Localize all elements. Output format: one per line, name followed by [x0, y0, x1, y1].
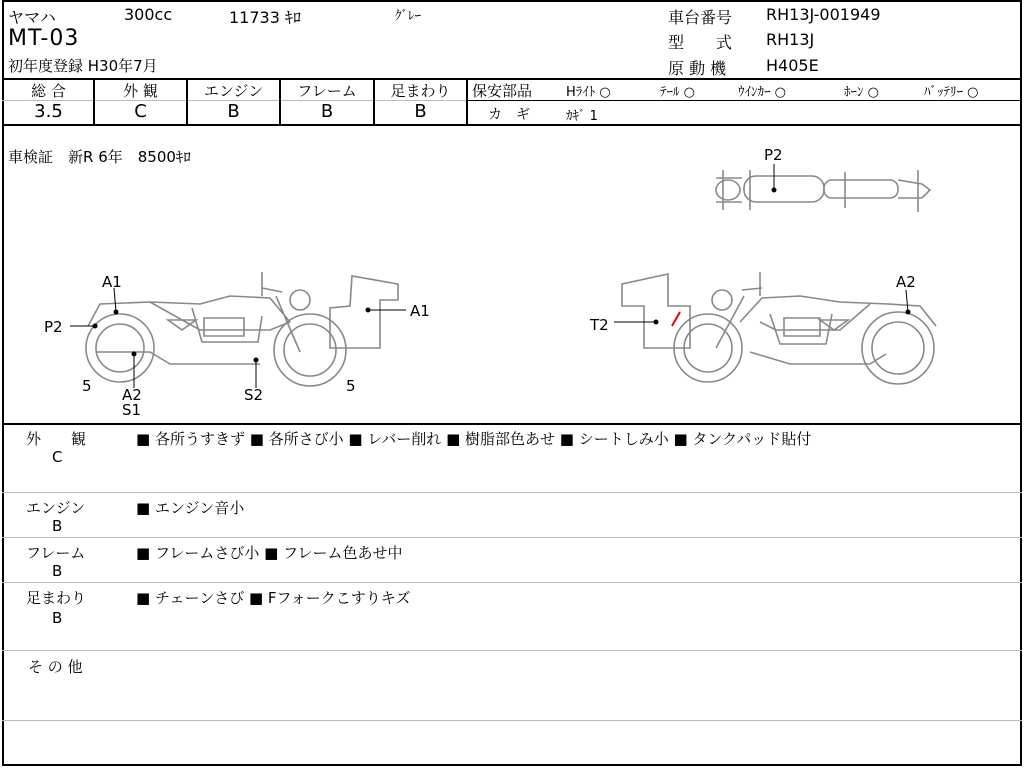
mark-5-front: 5: [346, 377, 356, 395]
mark-p2-top: P2: [764, 146, 783, 164]
grade-exterior: C: [134, 101, 147, 122]
engine-model-label: 原 動 機: [668, 59, 727, 78]
remark-grade-suspension: B: [52, 609, 63, 627]
damage-mark: [672, 312, 680, 326]
left-side-bike: [86, 272, 398, 386]
remark-text-exterior: ■ 各所うすきず ■ 各所さび小 ■ レバー削れ ■ 樹脂部色あせ ■ シートしみ小 ■ タンクパッド貼付: [136, 430, 812, 448]
type-value: RH13J: [766, 30, 815, 49]
key-value: ｶｷﾞ 1: [566, 109, 598, 124]
mark-a1-left: A1: [102, 273, 122, 291]
safety-headlight: Hﾗｲﾄ ○: [566, 85, 611, 100]
remark-text-engine: ■ エンジン音小: [136, 499, 245, 517]
grade-suspension: B: [414, 101, 427, 122]
divider: [2, 423, 1022, 425]
remark-label-frame: フレーム: [26, 544, 86, 562]
frame-no: RH13J-001949: [766, 5, 881, 24]
remark-grade-exterior: C: [52, 448, 63, 466]
mark-t2-right: T2: [590, 316, 609, 334]
divider: [2, 582, 1022, 583]
mark-p2-left: P2: [44, 318, 63, 336]
first-registration: 初年度登録 H30年7月: [8, 57, 158, 75]
mileage: 11733 ｷﾛ: [229, 8, 301, 27]
safety-tail: ﾃｰﾙ ○: [660, 85, 695, 100]
mark-s2-left: S2: [244, 386, 264, 404]
grade-engine: B: [227, 101, 240, 122]
divider: [2, 720, 1022, 721]
grade-suspension-label: 足まわり: [390, 82, 451, 100]
safety-winker: ｳｲﾝｶｰ ○: [738, 85, 786, 100]
type-label: 型 式: [668, 33, 733, 52]
mark-a2-right: A2: [896, 273, 916, 291]
grade-engine-label: エンジン: [203, 82, 264, 100]
mark-a2-left: A2: [122, 386, 142, 404]
safety-label: 保安部品: [472, 82, 533, 100]
color: ｸﾞﾚｰ: [395, 9, 421, 24]
grade-frame-label: フレーム: [297, 82, 357, 100]
grade-total: 3.5: [34, 101, 63, 122]
safety-battery: ﾊﾞｯﾃﾘｰ ○: [924, 85, 979, 100]
remark-label-engine: エンジン: [26, 499, 86, 517]
remark-label-suspension: 足まわり: [26, 589, 87, 607]
inspection-certificate: 車検証 新R 6年 8500ｷﾛ: [8, 148, 191, 166]
divider: [2, 492, 1022, 493]
divider: [2, 537, 1022, 538]
right-side-bike: [622, 272, 936, 384]
maker: ヤマハ: [8, 8, 56, 27]
mark-a1-right: A1: [410, 302, 430, 320]
remark-text-suspension: ■ チェーンさび ■ Fフォークこすりキズ: [136, 589, 411, 607]
safety-horn: ﾎｰﾝ ○: [844, 85, 879, 100]
remark-text-frame: ■ フレームさび小 ■ フレーム色あせ中: [136, 544, 403, 562]
remark-label-exterior: 外 観: [26, 430, 87, 448]
engine-model: H405E: [766, 56, 819, 75]
mark-s1-left: S1: [122, 401, 142, 419]
remark-grade-frame: B: [52, 562, 63, 580]
grade-total-label: 総 合: [31, 82, 66, 100]
divider: [2, 650, 1022, 651]
grade-exterior-label: 外 観: [123, 82, 158, 100]
remark-label-other: そ の 他: [28, 658, 83, 676]
frame-no-label: 車台番号: [668, 8, 733, 27]
remark-grade-engine: B: [52, 517, 63, 535]
model-name: MT-03: [8, 26, 80, 51]
top-view-bike: [716, 170, 930, 212]
mark-5-rear: 5: [82, 377, 92, 395]
grade-frame: B: [320, 101, 334, 122]
displacement: 300cc: [124, 5, 173, 24]
key-label: カ ギ: [488, 107, 530, 123]
